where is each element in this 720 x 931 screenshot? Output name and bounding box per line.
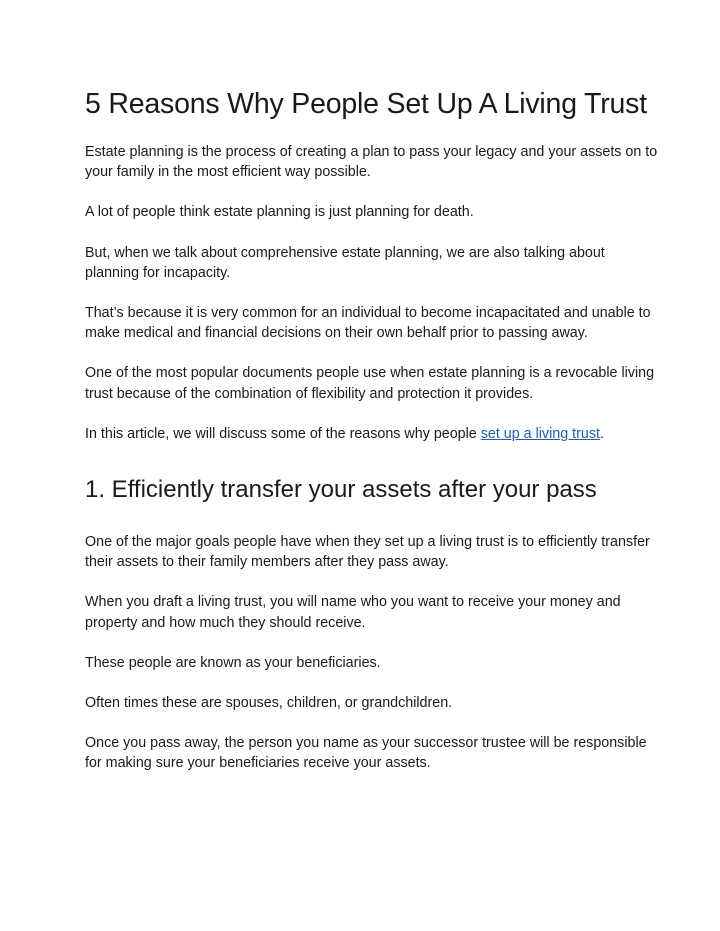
intro-paragraph-4: That’s because it is very common for an individual to become incapacitated and unable to make medical and financial decisions on their own behalf prior to passing away. xyxy=(85,305,651,342)
section-1-paragraph-3: These people are known as your beneficiaries. xyxy=(85,654,381,671)
intro-paragraph-5: One of the most popular documents people use when estate planning is a revocable living trust because of the combination of flexibility and protection it provides. xyxy=(85,365,655,402)
intro-paragraph-2: A lot of people think estate planning is just planning for death. xyxy=(85,204,474,221)
article-sentence-after: . xyxy=(599,425,604,442)
section-1-paragraph-1: One of the major goals people have when they set up a living trust is to efficiently transfer their assets to their family members after they pass away. xyxy=(85,534,650,571)
page-title: 5 Reasons Why People Set Up A Living Trust xyxy=(85,88,647,120)
intro-paragraph-3: But, when we talk about comprehensive estate planning, we are also talking about planning for incapacity. xyxy=(85,244,605,281)
article-sentence xyxy=(85,424,658,444)
living-trust-link[interactable]: set up a living trust xyxy=(480,425,600,442)
intro-paragraph-1: Estate planning is the process of creating a plan to pass your legacy and your assets on to your family in the most efficient way possible. xyxy=(85,144,658,181)
section-1-paragraph-4: Often times these are spouses, children, or grandchildren. xyxy=(85,695,453,712)
section-1-paragraph-5: Once you pass away, the person you name as your successor trustee will be responsible for making sure your beneficiaries receive your assets. xyxy=(85,735,647,772)
section-1-paragraph-2: When you draft a living trust, you will name who you want to receive your money and property and how much they should receive. xyxy=(85,594,621,631)
section-1-heading: 1. Efficiently transfer your assets after your pass xyxy=(85,476,597,504)
article-sentence-before: In this article, we will discuss some of the reasons why people xyxy=(85,425,481,442)
